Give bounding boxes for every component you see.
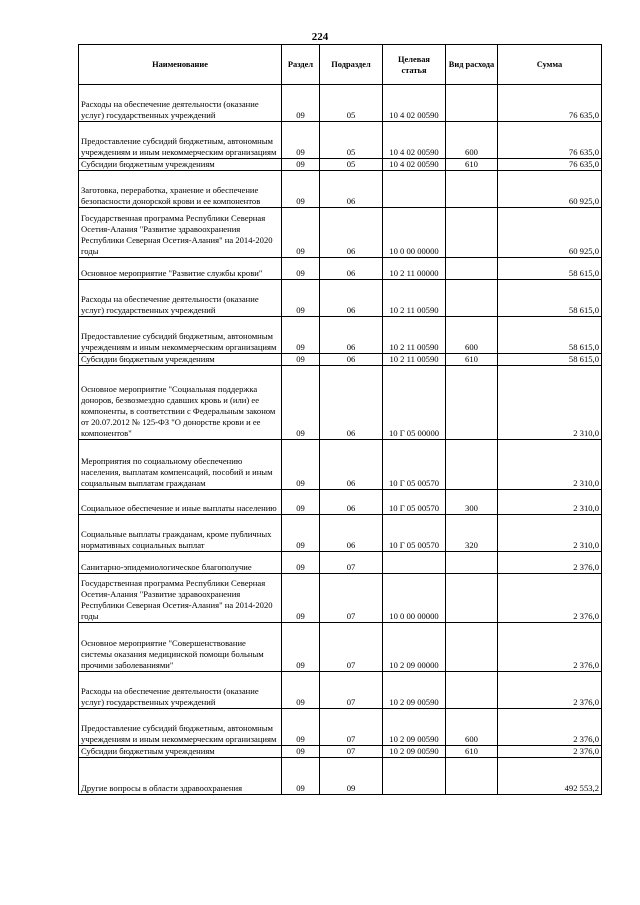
row-vid: 600 xyxy=(446,709,498,746)
row-vid xyxy=(446,208,498,258)
row-name: Социальные выплаты гражданам, кроме публичных нормативных социальных выплат xyxy=(79,515,282,552)
row-vid xyxy=(446,366,498,440)
row-name: Мероприятия по социальному обеспечению населения, выплатам компенсаций, пособий и иным социальным выплатам гражданам xyxy=(79,440,282,490)
row-vid: 610 xyxy=(446,354,498,366)
table-row xyxy=(79,366,602,440)
col-header-name: Наименование xyxy=(79,45,282,85)
row-name: Государственная программа Республики Северная Осетия-Алания "Развитие здравоохранения Республики Северная Осетия-Алания" на 2014-2020 годы xyxy=(79,208,282,258)
row-razdel: 09 xyxy=(282,317,320,354)
row-name: Расходы на обеспечение деятельности (оказание услуг) государственных учреждений xyxy=(79,85,282,122)
row-sum: 58 615,0 xyxy=(498,280,602,317)
row-razdel: 09 xyxy=(282,623,320,672)
col-header-podrazdel: Подраздел xyxy=(320,45,383,85)
row-target: 10 4 02 00590 xyxy=(383,85,446,122)
row-vid: 300 xyxy=(446,490,498,515)
table-row xyxy=(79,490,602,515)
row-name: Предоставление субсидий бюджетным, автономным учреждениям и иным некоммерческим организациям xyxy=(79,709,282,746)
row-name: Государственная программа Республики Северная Осетия-Алания "Развитие здравоохранения Республики Северная Осетия-Алания" на 2014-2020 годы xyxy=(79,574,282,623)
row-sum: 76 635,0 xyxy=(498,159,602,171)
row-razdel: 09 xyxy=(282,258,320,280)
row-podrazdel: 06 xyxy=(320,515,383,552)
page-number: 224 xyxy=(311,31,329,43)
row-target: 10 Г 05 00570 xyxy=(383,515,446,552)
col-header-sum: Сумма xyxy=(498,45,602,85)
row-podrazdel: 06 xyxy=(320,317,383,354)
row-razdel: 09 xyxy=(282,490,320,515)
row-sum: 60 925,0 xyxy=(498,171,602,208)
row-vid xyxy=(446,171,498,208)
row-sum: 2 376,0 xyxy=(498,552,602,574)
row-podrazdel: 06 xyxy=(320,440,383,490)
row-sum: 60 925,0 xyxy=(498,208,602,258)
row-sum: 2 376,0 xyxy=(498,709,602,746)
row-podrazdel: 05 xyxy=(320,122,383,159)
row-razdel: 09 xyxy=(282,85,320,122)
table-row xyxy=(79,354,602,366)
row-vid xyxy=(446,552,498,574)
row-name: Санитарно-эпидемиологическое благополучие xyxy=(79,552,282,574)
row-podrazdel: 07 xyxy=(320,746,383,758)
table-row xyxy=(79,515,602,552)
row-name: Основное мероприятие "Развитие службы крови" xyxy=(79,258,282,280)
budget-table xyxy=(78,44,602,795)
row-target: 10 Г 05 00570 xyxy=(383,440,446,490)
row-vid xyxy=(446,440,498,490)
row-podrazdel: 07 xyxy=(320,574,383,623)
row-name: Другие вопросы в области здравоохранения xyxy=(79,758,282,795)
table-row xyxy=(79,574,602,623)
table-row xyxy=(79,280,602,317)
table-row xyxy=(79,709,602,746)
row-razdel: 09 xyxy=(282,159,320,171)
row-vid xyxy=(446,758,498,795)
row-name: Основное мероприятие "Совершенствование системы оказания медицинской помощи больным прочими заболеваниями" xyxy=(79,623,282,672)
row-razdel: 09 xyxy=(282,208,320,258)
row-sum: 2 310,0 xyxy=(498,515,602,552)
table-row xyxy=(79,746,602,758)
row-sum: 58 615,0 xyxy=(498,317,602,354)
row-razdel: 09 xyxy=(282,746,320,758)
table-row xyxy=(79,672,602,709)
row-target: 10 2 11 00590 xyxy=(383,317,446,354)
row-name: Субсидии бюджетным учреждениям xyxy=(79,746,282,758)
table-header-row xyxy=(79,45,602,85)
row-podrazdel: 06 xyxy=(320,258,383,280)
row-podrazdel: 09 xyxy=(320,758,383,795)
row-name: Предоставление субсидий бюджетным, автономным учреждениям и иным некоммерческим организациям xyxy=(79,317,282,354)
row-vid: 600 xyxy=(446,122,498,159)
row-razdel: 09 xyxy=(282,354,320,366)
row-razdel: 09 xyxy=(282,366,320,440)
row-sum: 58 615,0 xyxy=(498,354,602,366)
row-sum: 2 376,0 xyxy=(498,623,602,672)
row-name: Заготовка, переработка, хранение и обеспечение безопасности донорской крови и ее компонентов xyxy=(79,171,282,208)
row-target: 10 2 11 00590 xyxy=(383,280,446,317)
row-razdel: 09 xyxy=(282,709,320,746)
row-sum: 2 376,0 xyxy=(498,746,602,758)
row-name: Субсидии бюджетным учреждениям xyxy=(79,159,282,171)
row-razdel: 09 xyxy=(282,758,320,795)
table-row xyxy=(79,159,602,171)
table-row xyxy=(79,623,602,672)
row-vid xyxy=(446,85,498,122)
col-header-razdel: Раздел xyxy=(282,45,320,85)
row-podrazdel: 07 xyxy=(320,623,383,672)
row-podrazdel: 06 xyxy=(320,280,383,317)
row-vid: 610 xyxy=(446,746,498,758)
row-target: 10 2 11 00590 xyxy=(383,354,446,366)
table-row xyxy=(79,440,602,490)
row-razdel: 09 xyxy=(282,122,320,159)
row-target: 10 0 00 00000 xyxy=(383,574,446,623)
row-razdel: 09 xyxy=(282,574,320,623)
row-name: Расходы на обеспечение деятельности (оказание услуг) государственных учреждений xyxy=(79,672,282,709)
row-razdel: 09 xyxy=(282,440,320,490)
table-row xyxy=(79,208,602,258)
row-target xyxy=(383,758,446,795)
row-sum: 492 553,2 xyxy=(498,758,602,795)
row-name: Субсидии бюджетным учреждениям xyxy=(79,354,282,366)
row-sum: 76 635,0 xyxy=(498,85,602,122)
row-sum: 76 635,0 xyxy=(498,122,602,159)
row-name: Расходы на обеспечение деятельности (оказание услуг) государственных учреждений xyxy=(79,280,282,317)
row-sum: 2 376,0 xyxy=(498,672,602,709)
row-target: 10 2 11 00000 xyxy=(383,258,446,280)
row-razdel: 09 xyxy=(282,672,320,709)
table-row xyxy=(79,317,602,354)
row-name: Социальное обеспечение и иные выплаты населению xyxy=(79,490,282,515)
row-vid: 320 xyxy=(446,515,498,552)
row-podrazdel: 06 xyxy=(320,366,383,440)
row-podrazdel: 05 xyxy=(320,85,383,122)
row-target: 10 2 09 00590 xyxy=(383,709,446,746)
row-sum: 2 310,0 xyxy=(498,490,602,515)
row-target: 10 2 09 00000 xyxy=(383,623,446,672)
row-target xyxy=(383,171,446,208)
row-podrazdel: 07 xyxy=(320,709,383,746)
row-target: 10 2 09 00590 xyxy=(383,746,446,758)
row-target: 10 4 02 00590 xyxy=(383,122,446,159)
row-target: 10 4 02 00590 xyxy=(383,159,446,171)
row-podrazdel: 07 xyxy=(320,672,383,709)
row-name: Предоставление субсидий бюджетным, автономным учреждениям и иным некоммерческим организациям xyxy=(79,122,282,159)
row-target: 10 0 00 00000 xyxy=(383,208,446,258)
table-row xyxy=(79,758,602,795)
table-row xyxy=(79,258,602,280)
table-body xyxy=(79,85,602,795)
row-sum: 2 376,0 xyxy=(498,574,602,623)
row-podrazdel: 06 xyxy=(320,354,383,366)
row-razdel: 09 xyxy=(282,171,320,208)
row-podrazdel: 06 xyxy=(320,208,383,258)
col-header-vid: Вид расхода xyxy=(446,45,498,85)
row-razdel: 09 xyxy=(282,515,320,552)
row-razdel: 09 xyxy=(282,280,320,317)
row-vid: 610 xyxy=(446,159,498,171)
row-vid: 600 xyxy=(446,317,498,354)
row-sum: 2 310,0 xyxy=(498,366,602,440)
row-vid xyxy=(446,258,498,280)
row-vid xyxy=(446,672,498,709)
row-podrazdel: 06 xyxy=(320,490,383,515)
row-target: 10 2 09 00590 xyxy=(383,672,446,709)
row-sum: 2 310,0 xyxy=(498,440,602,490)
table-row xyxy=(79,85,602,122)
row-vid xyxy=(446,623,498,672)
row-razdel: 09 xyxy=(282,552,320,574)
table-row xyxy=(79,552,602,574)
row-sum: 58 615,0 xyxy=(498,258,602,280)
row-target: 10 Г 05 00000 xyxy=(383,366,446,440)
col-header-target: Целевая статья xyxy=(383,45,446,85)
row-vid xyxy=(446,574,498,623)
row-target: 10 Г 05 00570 xyxy=(383,490,446,515)
row-target xyxy=(383,552,446,574)
row-vid xyxy=(446,280,498,317)
row-podrazdel: 07 xyxy=(320,552,383,574)
table-row xyxy=(79,122,602,159)
row-podrazdel: 05 xyxy=(320,159,383,171)
table-row xyxy=(79,171,602,208)
row-podrazdel: 06 xyxy=(320,171,383,208)
row-name: Основное мероприятие "Социальная поддержка доноров, безвозмездно сдавших кровь и (или) ее компоненты, в соответствии с Федеральным законом от 20.07.2012 № 125-ФЗ "О донорстве крови и ее компонентов" xyxy=(79,366,282,440)
